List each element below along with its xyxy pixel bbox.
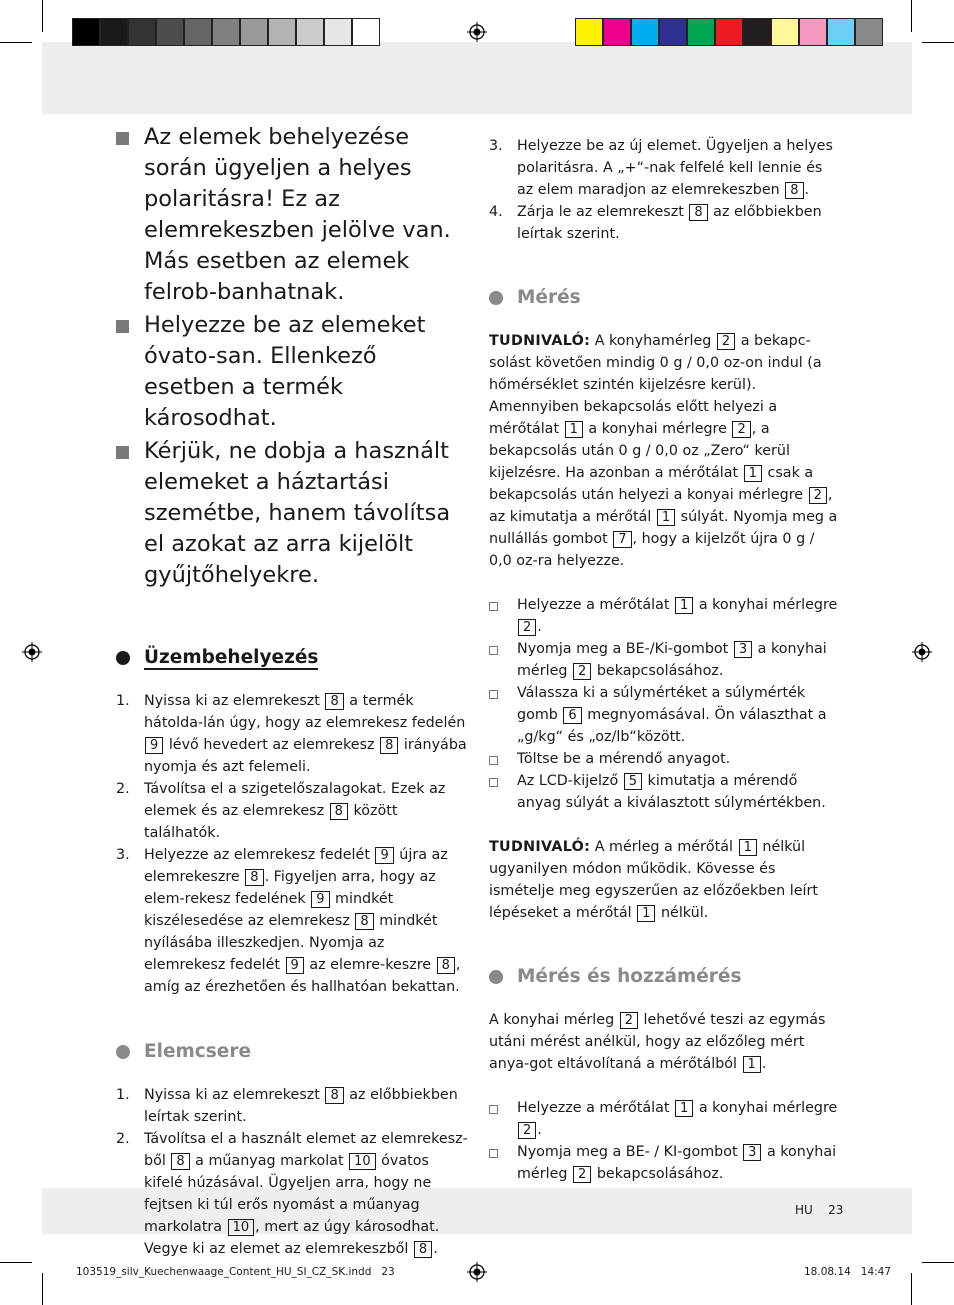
crop-mark bbox=[922, 1262, 954, 1263]
note-paragraph: TUDNIVALÓ: A mérleg a mérőtál 1 nélkül ugyanilyen módon működik. Kövesse és ismételje meg egyszerűen az előzőekben leírt lépéseket a mérőtál 1 nélkül. bbox=[489, 839, 818, 921]
part-number-box: 1 bbox=[657, 509, 675, 526]
numbered-step: 2. Távolítsa el a használt elemet az elemrekesz-ből 8 a műanyag markolat 10 óvatos kifelé húzásával. Ügyeljen arra, hogy ne fejtsen ki túl erős nyomást a műanyag markolatra 10 , mert az úgy károsodhat. Vegye ki az elemet az elemrekeszből 8 . bbox=[116, 1128, 468, 1260]
color-swatch bbox=[827, 18, 855, 46]
color-swatch bbox=[659, 18, 687, 46]
part-number-box: 9 bbox=[311, 891, 329, 908]
section-heading: Elemcsere bbox=[116, 1040, 468, 1064]
numbered-step: 3. Helyezze az elemrekesz fedelét 9 újra az elemrekeszre 8 . Figyeljen arra, hogy az elem-rekesz fedelének 9 mindkét kiszélesedése az elemrekesz 8 mindkét nyílásába illeszkedjen. Nyomja az elemrekesz fedelét 9 az elemre-keszre 8 , amíg az érezhetően és hallhatóan bekattan. bbox=[116, 844, 468, 998]
part-number-box: 8 bbox=[437, 957, 455, 974]
registration-mark-icon bbox=[467, 22, 487, 42]
gray-swatch bbox=[184, 18, 212, 46]
setup-steps bbox=[116, 690, 468, 998]
part-number-box: 2 bbox=[518, 619, 536, 636]
numbered-step: 1. Nyissa ki az elemrekeszt 8 a termék hátolda-lán úgy, hogy az elemrekesz fedelén 9 lévő hevedert az elemrekesz 8 irányába nyomja és azt felemeli. bbox=[116, 690, 468, 778]
left-column bbox=[116, 122, 468, 1260]
color-swatch bbox=[715, 18, 743, 46]
gray-swatch bbox=[352, 18, 380, 46]
part-number-box: 8 bbox=[245, 869, 263, 886]
battery-steps-cont bbox=[489, 135, 841, 245]
part-number-box: 3 bbox=[743, 1144, 761, 1161]
numbered-step: 2. Távolítsa el a szigetelőszalagokat. Ezek az elemek és az elemrekesz 8 között találhatók. bbox=[116, 778, 468, 844]
color-swatch bbox=[855, 18, 883, 46]
registration-mark-icon bbox=[22, 642, 42, 662]
page-number-area bbox=[795, 1203, 843, 1217]
part-number-box: 9 bbox=[145, 737, 163, 754]
square-bullet-icon bbox=[489, 1149, 498, 1158]
part-number-box: 8 bbox=[355, 913, 373, 930]
checkbox-item: Nyomja meg a BE-/Ki-gombot 3 a konyhai mérleg 2 bekapcsolásához. bbox=[489, 638, 841, 682]
part-number-box: 1 bbox=[739, 839, 757, 856]
square-bullet-icon bbox=[116, 446, 129, 459]
part-number-box: 1 bbox=[565, 421, 583, 438]
bullet-dot-icon bbox=[116, 651, 130, 665]
checkbox-item: Töltse be a mérendő anyagot. bbox=[489, 748, 841, 770]
note-paragraph: TUDNIVALÓ: A konyhamérleg 2 a bekapc-solást követően mindig 0 g / 0,0 oz-on indul (a hőmérséklet szintén kijelzésre kerül). Amennyiben bekapcsolás előtt helyezi a mérőtálat 1 a konyhai mérlegre 2 , a bekapcsolás után 0 g / 0,0 oz „Zero“ kerül kijelzésre. Ha azonban a mérőtálat 1 csak a bekapcsolás után helyezi a konyai mérlegre 2 , az kimutatja a mérőtál 1 súlyát. Nyomja meg a nullállás gombot 7 , hogy a kijelzőt újra 0 g / 0,0 oz-ra helyezze. bbox=[489, 333, 838, 569]
part-number-box: 2 bbox=[717, 333, 735, 350]
right-column bbox=[489, 135, 841, 1185]
part-number-box: 8 bbox=[330, 803, 348, 820]
step-number: 3. bbox=[116, 847, 130, 863]
part-number-box: 9 bbox=[375, 847, 393, 864]
color-swatch bbox=[771, 18, 799, 46]
numbered-step: 1. Nyissa ki az elemrekeszt 8 az előbbiekben leírtak szerint. bbox=[116, 1084, 468, 1128]
part-number-box: 8 bbox=[171, 1153, 189, 1170]
part-number-box: 6 bbox=[563, 707, 581, 724]
step-number: 2. bbox=[116, 781, 130, 797]
file-info: 103519_silv_Kuechenwaage_Content_HU_SI_CZ_SK.indd 23 bbox=[76, 1266, 395, 1278]
part-number-box: 10 bbox=[349, 1153, 376, 1170]
part-number-box: 1 bbox=[637, 905, 655, 922]
crop-mark bbox=[0, 42, 32, 43]
step-number: 3. bbox=[489, 138, 503, 154]
checkbox-item: Az LCD-kijelző 5 kimutatja a mérendő anyag súlyát a kiválasztott súlymértékben. bbox=[489, 770, 841, 814]
color-swatch bbox=[743, 18, 771, 46]
part-number-box: 5 bbox=[624, 773, 642, 790]
warning-bullet: Helyezze be az elemeket óvato-san. Ellenkező esetben a termék károsodhat. bbox=[116, 310, 468, 434]
square-bullet-icon bbox=[489, 778, 498, 787]
part-number-box: 1 bbox=[675, 1100, 693, 1117]
part-number-box: 3 bbox=[734, 641, 752, 658]
color-swatch bbox=[631, 18, 659, 46]
battery-steps bbox=[116, 1084, 468, 1260]
part-number-box: 2 bbox=[518, 1122, 536, 1139]
gray-swatch bbox=[128, 18, 156, 46]
crop-mark bbox=[911, 1273, 912, 1305]
crop-mark bbox=[911, 0, 912, 32]
print-date: 18.08.14 14:47 bbox=[804, 1266, 892, 1278]
gray-swatch bbox=[324, 18, 352, 46]
step-number: 1. bbox=[116, 693, 130, 709]
numbered-step: 3. Helyezze be az új elemet. Ügyeljen a helyes polaritásra. A „+“-nak felfelé kell lennie és az elem maradjon az elemrekeszben 8 . bbox=[489, 135, 841, 201]
bullet-dot-icon bbox=[116, 1045, 130, 1059]
gray-swatch bbox=[100, 18, 128, 46]
part-number-box: 2 bbox=[809, 487, 827, 504]
part-number-box: 8 bbox=[380, 737, 398, 754]
header-band bbox=[42, 42, 912, 114]
part-number-box: 8 bbox=[325, 693, 343, 710]
crop-mark bbox=[922, 42, 954, 43]
part-number-box: 9 bbox=[286, 957, 304, 974]
part-number-box: 10 bbox=[228, 1219, 255, 1236]
numbered-step: 4. Zárja le az elemrekeszt 8 az előbbiekben leírtak szerint. bbox=[489, 201, 841, 245]
part-number-box: 2 bbox=[620, 1012, 638, 1029]
crop-mark bbox=[42, 0, 43, 32]
bullet-dot-icon bbox=[489, 970, 503, 984]
color-swatch bbox=[687, 18, 715, 46]
checkbox-item: Helyezze a mérőtálat 1 a konyhai mérlegre 2 . bbox=[489, 594, 841, 638]
square-bullet-icon bbox=[489, 756, 498, 765]
color-swatch bbox=[575, 18, 603, 46]
part-number-box: 2 bbox=[573, 663, 591, 680]
gray-swatch bbox=[268, 18, 296, 46]
part-number-box: 7 bbox=[613, 531, 631, 548]
registration-mark-icon bbox=[467, 1262, 487, 1282]
section-heading: Mérés és hozzámérés bbox=[489, 965, 841, 989]
step-number: 4. bbox=[489, 204, 503, 220]
part-number-box: 1 bbox=[744, 465, 762, 482]
crop-mark bbox=[0, 1262, 32, 1263]
note-label: TUDNIVALÓ: bbox=[489, 333, 591, 349]
checkbox-item: Válassza ki a súlymértéket a súlymérték gomb 6 megnyomásával. Ön választhat a „g/kg“ és „oz/lb“között. bbox=[489, 682, 841, 748]
color-swatch bbox=[603, 18, 631, 46]
square-bullet-icon bbox=[116, 320, 129, 333]
part-number-box: 8 bbox=[325, 1087, 343, 1104]
color-swatch bbox=[799, 18, 827, 46]
gray-swatch bbox=[156, 18, 184, 46]
gray-swatch bbox=[296, 18, 324, 46]
checkbox-item: Nyomja meg a BE- / KI-gombot 3 a konyhai mérleg 2 bekapcsolásához. bbox=[489, 1141, 841, 1185]
part-number-box: 2 bbox=[573, 1166, 591, 1183]
square-bullet-icon bbox=[489, 690, 498, 699]
part-number-box: 1 bbox=[675, 597, 693, 614]
crop-mark bbox=[42, 1273, 43, 1305]
part-number-box: 2 bbox=[732, 421, 750, 438]
square-bullet-icon bbox=[489, 602, 498, 611]
square-bullet-icon bbox=[116, 132, 129, 145]
step-number: 1. bbox=[116, 1087, 130, 1103]
part-number-box: 8 bbox=[785, 182, 803, 199]
step-number: 2. bbox=[116, 1131, 130, 1147]
gray-swatch bbox=[72, 18, 100, 46]
note-label: TUDNIVALÓ: bbox=[489, 839, 591, 855]
section-heading: Üzembehelyezés bbox=[116, 646, 468, 670]
part-number-box: 8 bbox=[414, 1241, 432, 1258]
language-code: HU bbox=[795, 1203, 813, 1217]
gray-swatch bbox=[240, 18, 268, 46]
registration-mark-icon bbox=[912, 642, 932, 662]
measuring-steps bbox=[489, 594, 841, 814]
square-bullet-icon bbox=[489, 1105, 498, 1114]
bullet-dot-icon bbox=[489, 291, 503, 305]
tare-steps bbox=[489, 1097, 841, 1185]
square-bullet-icon bbox=[489, 646, 498, 655]
tare-paragraph: A konyhai mérleg 2 lehetővé teszi az egymás utáni mérést anélkül, hogy az előzőleg mért anya-got eltávolítaná a mérőtálból 1 . bbox=[489, 1012, 826, 1072]
warning-bullet: Kérjük, ne dobja a használt elemeket a háztartási szemétbe, hanem távolítsa el azokat az arra kijelölt gyűjtőhelyekre. bbox=[116, 436, 468, 591]
part-number-box: 1 bbox=[743, 1056, 761, 1073]
checkbox-item: Helyezze a mérőtálat 1 a konyhai mérlegre 2 . bbox=[489, 1097, 841, 1141]
warning-bullet: Az elemek behelyezése során ügyeljen a helyes polaritásra! Ez az elemrekeszben jelölve van. Más esetben az elemek felrob-banhatnak. bbox=[116, 122, 468, 308]
section-heading: Mérés bbox=[489, 286, 841, 310]
part-number-box: 8 bbox=[689, 204, 707, 221]
gray-swatch bbox=[212, 18, 240, 46]
page-number: 23 bbox=[828, 1203, 844, 1217]
